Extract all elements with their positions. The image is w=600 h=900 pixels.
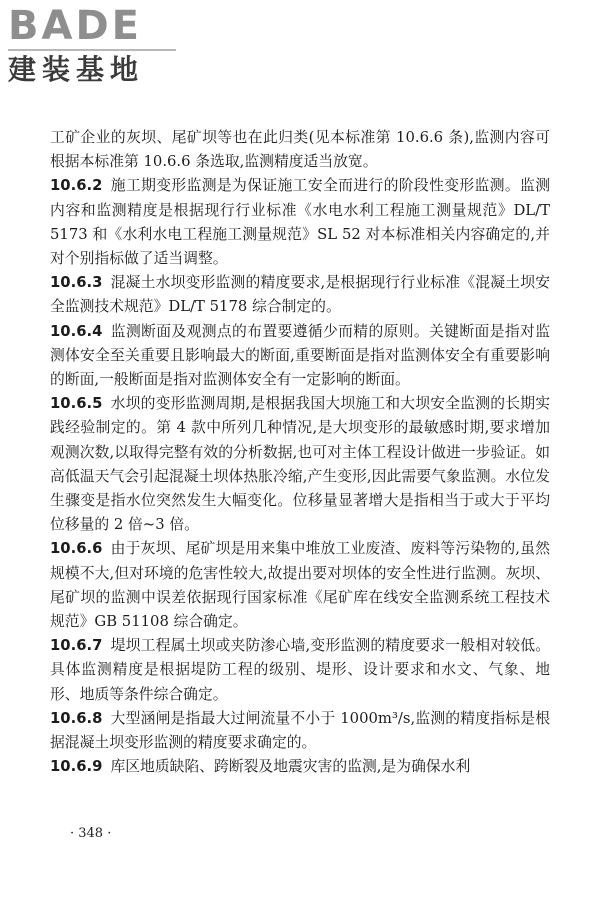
section-text: 监测断面及观测点的布置要遵循少而精的原则。关键断面是指对监测体安全至关重要且影响最大的断面,重要断面是指对监测体安全有重要影响的断面,一般断面是指对监测体安全有一定影响的断面。 (50, 322, 550, 389)
section-10-6-8 (50, 707, 550, 755)
section-10-6-2 (50, 174, 550, 271)
intro-paragraph: 工矿企业的灰坝、尾矿坝等也在此归类(见本标准第 10.6.6 条),监测内容可根据本标准第 10.6.6 条选取,监测精度适当放宽。 (50, 129, 550, 171)
section-10-6-9 (50, 755, 550, 779)
section-10-6-5 (50, 392, 550, 537)
section-text: 由于灰坝、尾矿坝是用来集中堆放工业废渣、废料等污染物的,虽然规模不大,但对环境的危害性较大,故提出要对坝体的安全性进行监测。灰坝、尾矿坝的监测中误差依据现行国家标准《尾矿库在线安全监测系统工程技术规范》GB 51108 综合确定。 (50, 540, 550, 631)
section-number: 10.6.6 (50, 540, 103, 558)
logo-wordmark: BADE (8, 3, 142, 49)
section-number: 10.6.5 (50, 395, 103, 413)
section-10-6-6 (50, 537, 550, 634)
section-text: 大型涵闸是指最大过闸流量不小于 1000m³/s,监测的精度指标是根据混凝土坝变形监测的精度要求确定的。 (50, 709, 550, 752)
section-number: 10.6.2 (50, 177, 103, 195)
section-number: 10.6.3 (50, 274, 103, 292)
section-10-6-3 (50, 271, 550, 319)
section-text: 库区地质缺陷、跨断裂及地震灾害的监测,是为确保水利 (110, 758, 471, 776)
section-number: 10.6.9 (50, 758, 103, 776)
section-10-6-4 (50, 320, 550, 393)
section-10-6-7 (50, 634, 550, 707)
logo (8, 4, 183, 92)
logo-subtitle: 建装基地 (8, 53, 145, 86)
section-text: 堤坝工程属土坝或夹防渗心墙,变形监测的精度要求一般相对较低。具体监测精度是根据堤防工程的级别、堤形、设计要求和水文、气象、地形、地质等条件综合确定。 (50, 637, 550, 703)
page-number: · 348 · (70, 826, 112, 841)
section-number: 10.6.4 (50, 322, 103, 340)
section-text: 混凝土水坝变形监测的精度要求,是根据现行行业标准《混凝土坝安全监测技术规范》DL/T 5178 综合制定的。 (50, 274, 550, 316)
document-body (50, 126, 550, 779)
logo-divider (8, 49, 176, 51)
section-text: 水坝的变形监测周期,是根据我国大坝施工和大坝安全监测的长期实践经验制定的。第 4 款中所列几种情况,是大坝变形的最敏感时期,要求增加观测次数,以取得完整有效的分析数据,也可对主体工程设计做进一步验证。如高低温天气会引起混凝土坝体热胀冷缩,产生变形,因此需要气象监测。水位发生骤变是指水位突然发生大幅变化。位移量显著增大是指相当于或大于平均位移量的 2 倍~3 倍。 (50, 395, 550, 534)
section-text: 施工期变形监测是为保证施工安全而进行的阶段性变形监测。监测内容和监测精度是根据现行行业标准《水电水利工程施工测量规范》DL/T 5173 和《水利水电工程施工测量规范》SL 52 对本标准相关内容确定的,并对个别指标做了适当调整。 (50, 177, 550, 268)
section-number: 10.6.8 (50, 709, 103, 727)
section-number: 10.6.7 (50, 637, 103, 655)
